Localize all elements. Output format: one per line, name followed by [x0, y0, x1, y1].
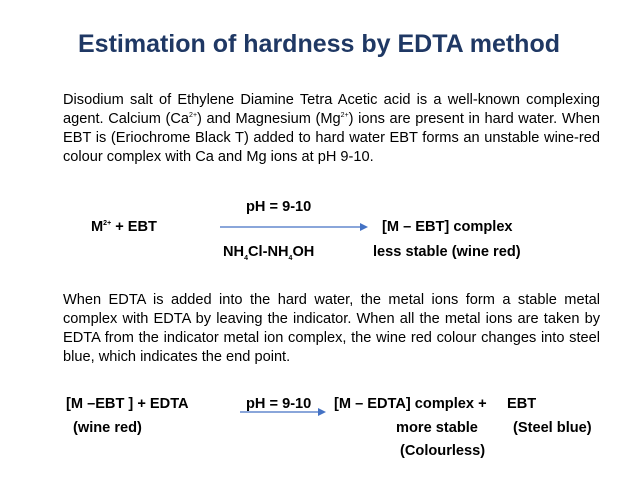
- reaction1-condition: pH = 9-10: [246, 199, 312, 215]
- page-title: Estimation of hardness by EDTA method: [78, 30, 560, 58]
- reaction1-product-note: less stable (wine red): [373, 244, 521, 260]
- reaction2-products: [M – EDTA] complex +: [334, 396, 487, 412]
- edta-line-2: complex with EDTA by leaving the indicator. When all the metal ions are taken by: [63, 311, 600, 327]
- reaction1-reactants: $M^{2+}$ + EBT: [91, 219, 157, 235]
- reaction2-note-colourless: (Colourless): [400, 443, 486, 459]
- reaction2-note-mid: more stable: [396, 420, 478, 436]
- reaction1-product: [M – EBT] complex: [382, 219, 513, 235]
- intro-line-2: agent. Calcium $(Ca^{2+})$ and Magnesium $(Mg^{2+})$ ions are present in hard water. When: [63, 111, 600, 127]
- edta-line-1: When EDTA is added into the hard water, the metal ions form a stable metal: [63, 292, 600, 308]
- reaction2-note-right: (Steel blue): [513, 420, 592, 436]
- intro-line-4: colour complex with Ca and Mg ions at pH 9-10.: [63, 149, 374, 165]
- reaction1-reagent: $NH_4Cl-NH_4OH$: [223, 244, 315, 262]
- reaction2-note-left: (wine red): [73, 420, 142, 436]
- reaction2-ebt: EBT: [507, 396, 537, 412]
- reaction2-condition: pH = 9-10: [246, 396, 312, 412]
- edta-line-4: blue, which indicates the end point.: [63, 349, 291, 365]
- edta-line-3: EDTA from the indicator metal ion complex, the wine red colour changes into steel: [63, 330, 600, 346]
- intro-line-1: Disodium salt of Ethylene Diamine Tetra Acetic acid is a well-known complexing: [63, 92, 600, 108]
- reaction2-reactants: [M –EBT ] + EDTA: [66, 396, 189, 412]
- intro-line-3: EBT is (Eriochrome Black T) added to hard water EBT forms an unstable wine-red: [63, 130, 600, 146]
